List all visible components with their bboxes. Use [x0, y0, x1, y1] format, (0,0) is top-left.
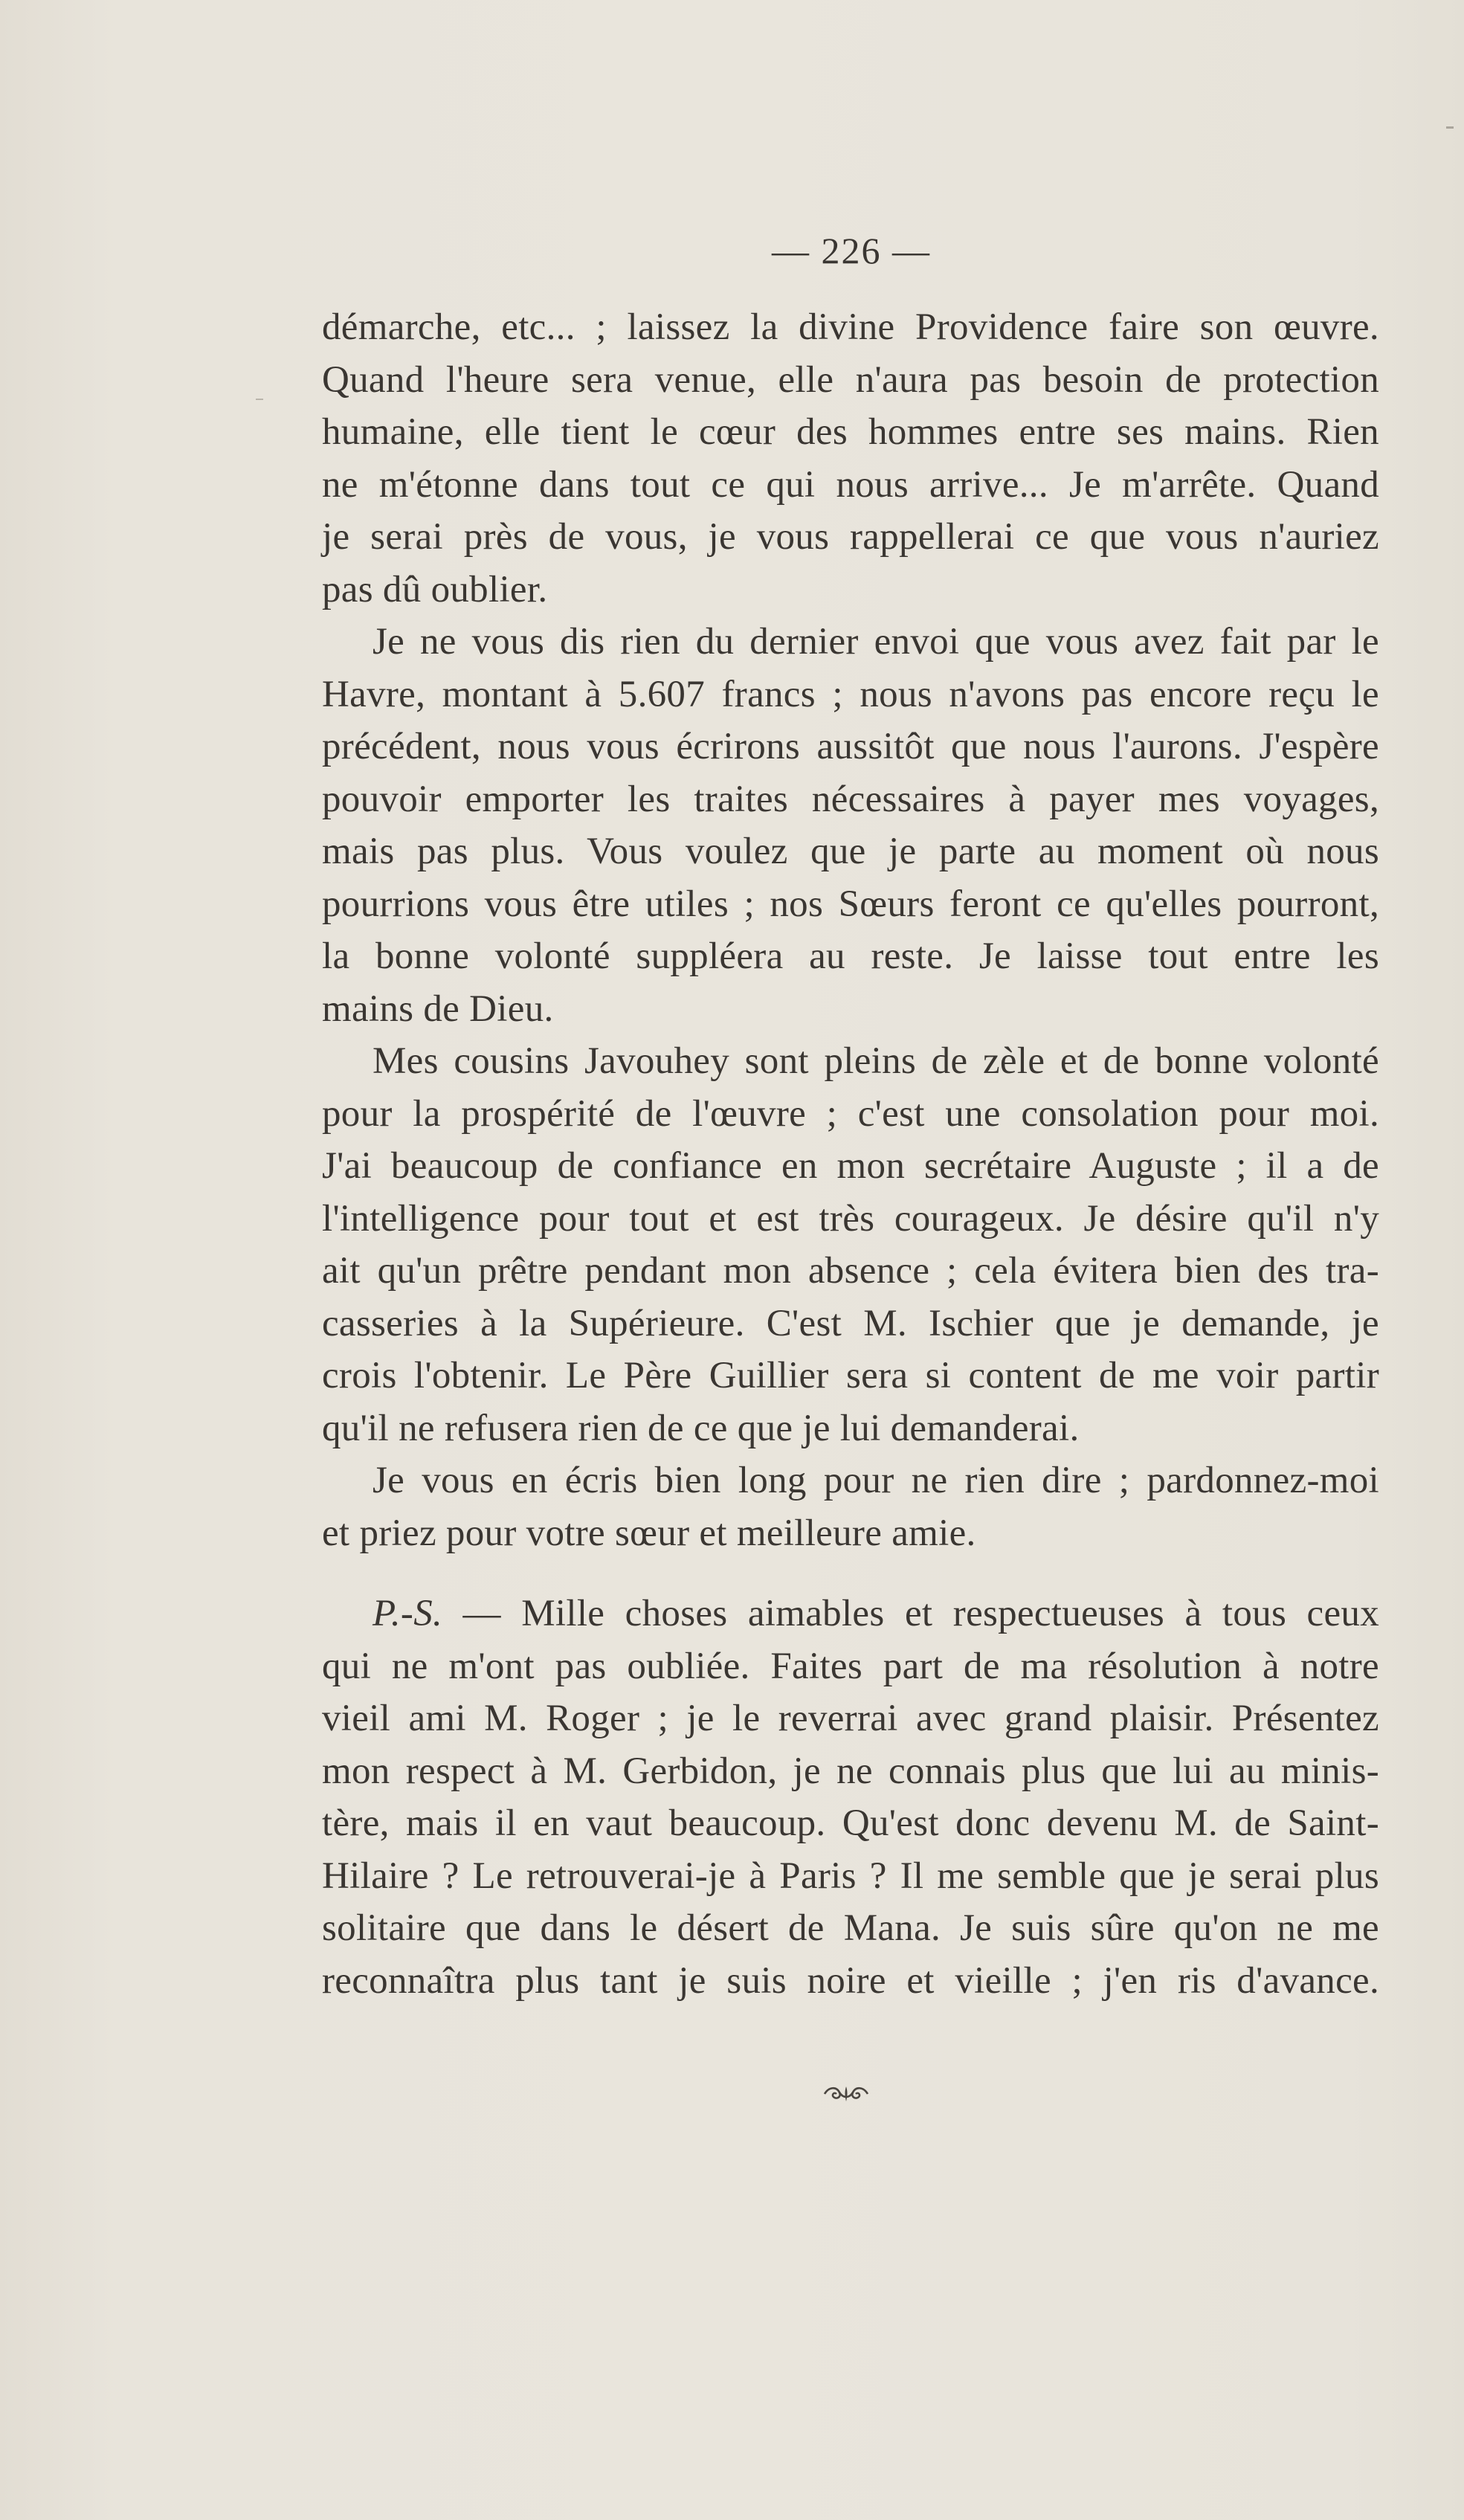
text-line: J'ai beaucoup de confiance en mon secrétaire Auguste ; il a de	[322, 1145, 1379, 1187]
text-line: pour la prospérité de l'œuvre ; c'est une consolation pour moi.	[322, 1092, 1379, 1135]
text-line: ne m'étonne dans tout ce qui nous arrive... Je m'arrête. Quand	[322, 463, 1379, 506]
text-line: Je vous en écris bien long pour ne rien dire ; pardonnez-moi	[373, 1460, 1379, 1501]
text-line: pouvoir emporter les traites nécessaires à payer mes voyages,	[322, 778, 1379, 820]
text-line: qu'il ne refusera rien de ce que je lui demanderai.	[322, 1407, 1080, 1449]
text-line: et priez pour votre sœur et meilleure amie.	[322, 1512, 976, 1554]
text-line: démarche, etc... ; laissez la divine Providence faire son œuvre.	[322, 306, 1379, 348]
text-line: l'intelligence pour tout et est très courageux. Je désire qu'il n'y	[322, 1197, 1379, 1240]
text-line: pourrions vous être utiles ; nos Sœurs feront ce qu'elles pourront,	[322, 883, 1379, 925]
text-line: solitaire que dans le désert de Mana. Je suis sûre qu'on ne me	[322, 1907, 1379, 1949]
text-line: mon respect à M. Gerbidon, je ne connais plus que lui au minis-	[322, 1750, 1379, 1792]
text-line: mains de Dieu.	[322, 987, 554, 1030]
text-line: Hilaire ? Le retrouverai-je à Paris ? Il me semble que je serai plus	[322, 1854, 1379, 1897]
text-line: Mes cousins Javouhey sont pleins de zèle et de bonne volonté	[373, 1040, 1379, 1082]
postscript-text: — Mille choses aimables et respectueuses à tous ceux	[442, 1593, 1379, 1634]
text-line: pas dû oublier.	[322, 568, 548, 610]
text-line: Je ne vous dis rien du dernier envoi que vous avez fait par le	[373, 621, 1379, 663]
text-line: je serai près de vous, je vous rappellerai ce que vous n'auriez	[322, 516, 1379, 558]
text-line: mais pas plus. Vous voulez que je parte au moment où nous	[322, 831, 1379, 872]
text-line: tère, mais il en vaut beaucoup. Qu'est donc devenu M. de Saint-	[322, 1802, 1379, 1844]
text-line: Havre, montant à 5.607 francs ; nous n'avons pas encore reçu le	[322, 673, 1379, 715]
page-number: — 226 —	[772, 230, 931, 271]
text-line: casseries à la Supérieure. C'est M. Ischier que je demande, je	[322, 1302, 1379, 1344]
fleuron-ornament-icon	[820, 2082, 872, 2104]
text-line: ait qu'un prêtre pendant mon absence ; cela évitera bien des tra-	[322, 1250, 1379, 1292]
margin-mark	[256, 399, 263, 400]
text-line: précédent, nous vous écrirons aussitôt que nous l'aurons. J'espère	[322, 726, 1379, 767]
paragraph-gap	[322, 1559, 1379, 1588]
text-line: qui ne m'ont pas oubliée. Faites part de ma résolution à notre	[322, 1645, 1379, 1687]
text-line: reconnaîtra plus tant je suis noire et vieille ; j'en ris d'avance.	[322, 1959, 1379, 2002]
text-line: Quand l'heure sera venue, elle n'aura pas besoin de protection	[322, 358, 1379, 401]
corner-mark	[1446, 126, 1454, 129]
text-line: humaine, elle tient le cœur des hommes entre ses mains. Rien	[322, 411, 1379, 453]
text-line: crois l'obtenir. Le Père Guillier sera si content de me voir partir	[322, 1355, 1379, 1396]
body-text	[322, 301, 1379, 2007]
text-line: vieil ami M. Roger ; je le reverrai avec grand plaisir. Présentez	[322, 1698, 1379, 1739]
text-line: la bonne volonté suppléera au reste. Je laisse tout entre les	[322, 935, 1379, 977]
postscript-first-line	[322, 1588, 1379, 1640]
postscript-label: P.-S.	[373, 1593, 443, 1634]
